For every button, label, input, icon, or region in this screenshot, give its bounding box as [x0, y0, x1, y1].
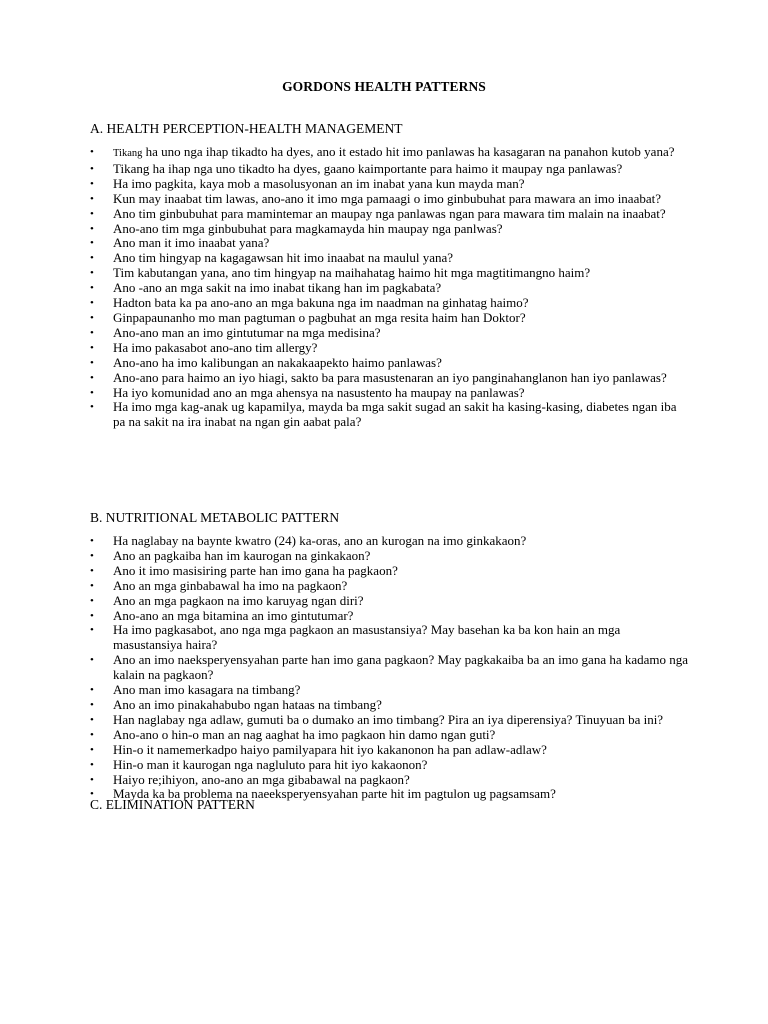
list-item: [90, 386, 690, 401]
list-item-text: ha uno nga ihap tikadto ha dyes, ano it estado hit imo panlawas ha kasagaran na panahon kutob yana?: [142, 144, 675, 159]
bullet-icon: •: [90, 594, 94, 607]
bullet-icon: •: [90, 326, 94, 339]
list-item-text: Ano tim hingyap na kagagawsan hit imo inaabat na maulul yana?: [113, 250, 454, 266]
bullet-icon: •: [90, 579, 94, 592]
list-item: [90, 222, 690, 237]
bullet-icon: •: [90, 371, 94, 384]
list-item: [90, 743, 690, 758]
list-item: [90, 192, 690, 207]
bullet-icon: •: [90, 356, 94, 369]
list-item-text: Ha iyo komunidad ano an mga ahensya na nasustento ha maupay na panlawas?: [113, 384, 525, 400]
list-item: [90, 371, 690, 386]
bullet-icon: •: [90, 386, 94, 399]
list-item-text: Hin-o man it kaurogan nga nagluluto para hit iyo kakaonon?: [113, 756, 428, 772]
bullet-icon: •: [90, 654, 94, 667]
list-item-text: Ano man imo kasagara na timbang?: [113, 682, 301, 698]
question-list-nutritional-metabolic: [90, 534, 690, 802]
list-item-text: Tim kabutangan yana, ano tim hingyap na maihahatag haimo hit mga magtitimangno haim?: [113, 265, 591, 281]
list-item: [90, 251, 690, 266]
list-item-text: Ano-ano o hin-o man an nag aaghat ha imo pagkaon hin damo ngan guti?: [113, 726, 496, 742]
list-item: [90, 609, 690, 624]
list-item: [90, 549, 690, 564]
list-item: [90, 207, 690, 222]
list-item-text: Han naglabay nga adlaw, gumuti ba o dumako an imo timbang? Pira an iya diperensiya? Tinuyuan ba ini?: [113, 711, 664, 727]
list-item-text: Ginpapaunanho mo man pagtuman o pagbuhat an mga resita haim han Doktor?: [113, 309, 526, 325]
bullet-icon: •: [90, 237, 94, 250]
list-item-text: Ano -ano an mga sakit na imo inabat tikang han im pagkabata?: [113, 280, 442, 296]
bullet-icon: •: [90, 297, 94, 310]
bullet-icon: •: [90, 624, 94, 637]
list-item: [90, 534, 690, 549]
bullet-icon: •: [90, 758, 94, 771]
question-list-health-perception: [90, 145, 690, 430]
list-item-text: Ano it imo masisiring parte han imo gana ha pagkaon?: [113, 562, 398, 578]
list-item: [90, 400, 690, 430]
list-item-text: Ano man it imo inaabat yana?: [113, 235, 270, 251]
list-item-text: Ano-ano ha imo kalibungan an nakakaapekto haimo panlawas?: [113, 354, 442, 370]
list-item: [90, 236, 690, 251]
list-item: [90, 311, 690, 326]
list-item: [90, 653, 690, 683]
section-heading-health-perception: A. HEALTH PERCEPTION-HEALTH MANAGEMENT: [90, 121, 403, 136]
document-title: GORDONS HEALTH PATTERNS: [282, 79, 486, 94]
bullet-icon: •: [90, 788, 94, 801]
bullet-icon: •: [90, 192, 94, 205]
bullet-icon: •: [90, 282, 94, 295]
list-item: [90, 773, 690, 788]
bullet-icon: •: [90, 549, 94, 562]
list-item-text: Ano an imo naeksperyensyahan parte han imo gana pagkaon? May pagkakaiba ba an imo gana ha kadamo nga kalain na pagkaon?: [113, 652, 689, 683]
bullet-icon: •: [90, 341, 94, 354]
bullet-icon: •: [90, 713, 94, 726]
list-item: [90, 579, 690, 594]
bullet-icon: •: [90, 698, 94, 711]
list-item: [90, 266, 690, 281]
list-item-text: Kun may inaabat tim lawas, ano-ano it imo mga pamaagi o imo ginbubuhat para mawara an imo inaabat?: [113, 190, 661, 206]
bullet-icon: •: [90, 535, 94, 547]
list-item: [90, 356, 690, 371]
bullet-icon: •: [90, 162, 94, 175]
list-item-text: Ano-ano tim mga ginbubuhat para magkamayda hin maupay nga panlwas?: [113, 220, 503, 236]
list-item: [90, 698, 690, 713]
list-item-text: Ano-ano man an imo gintutumar na mga medisina?: [113, 324, 381, 340]
bullet-icon: •: [90, 222, 94, 235]
bullet-icon: •: [90, 267, 94, 280]
list-item-text: Ano-ano an mga bitamina an imo gintutumar?: [113, 607, 354, 623]
list-item: [90, 564, 690, 579]
list-item-text: Ano an imo pinakahabubo ngan hataas na timbang?: [113, 696, 382, 712]
list-item-text: Ha naglabay na baynte kwatro (24) ka-oras, ano an kurogan na imo ginkakaon?: [113, 533, 527, 548]
list-item: [90, 177, 690, 192]
section-heading-nutritional-metabolic: B. NUTRITIONAL METABOLIC PATTERN: [90, 510, 340, 525]
bullet-icon: •: [90, 728, 94, 741]
list-item-text: Ha imo pakasabot ano-ano tim allergy?: [113, 339, 318, 355]
list-item: [90, 145, 690, 162]
list-item: [90, 758, 690, 773]
list-item-text: Ano tim ginbubuhat para mamintemar an maupay nga panlawas ngan para mawara tim malain na inaabat?: [113, 205, 666, 221]
list-item: [90, 713, 690, 728]
list-item-text: Ano an pagkaiba han im kaurogan na ginkakaon?: [113, 547, 371, 563]
list-item-text: Hin-o it namemerkadpo haiyo pamilyapara hit iyo kakanonon ha pan adlaw-adlaw?: [113, 741, 547, 757]
bullet-icon: •: [90, 207, 94, 220]
bullet-icon: •: [90, 401, 94, 414]
bullet-icon: •: [90, 252, 94, 265]
list-item-text: Ano an mga ginbabawal ha imo na pagkaon?: [113, 577, 348, 593]
list-item-text: Tikang ha ihap nga uno tikadto ha dyes, gaano kaimportante para haimo it maupay nga panlawas?: [113, 160, 623, 176]
list-item: [90, 594, 690, 609]
bullet-icon: •: [90, 177, 94, 190]
bullet-icon: •: [90, 311, 94, 324]
list-item-text: Haiyo re;ihiyon, ano-ano an mga gibabawal na pagkaon?: [113, 771, 410, 787]
bullet-icon: •: [90, 773, 94, 786]
list-item: [90, 341, 690, 356]
list-item: [90, 683, 690, 698]
bullet-icon: •: [90, 684, 94, 697]
lead-word: Tikang: [113, 148, 143, 159]
list-item-text: Hadton bata ka pa ano-ano an mga bakuna nga im naadman na ginhatag haimo?: [113, 295, 529, 311]
bullet-icon: •: [90, 743, 94, 756]
bullet-icon: •: [90, 564, 94, 577]
list-item: [90, 296, 690, 311]
list-item: [90, 623, 690, 653]
list-item-text: Ano an mga pagkaon na imo karuyag ngan diri?: [113, 592, 364, 608]
list-item-text: Ano-ano para haimo an iyo hiagi, sakto ba para masustenaran an iyo panginahanglanon han iyo panlawas?: [113, 369, 667, 385]
list-item-text: Ha imo pagkasabot, ano nga mga pagkaon an masustansiya? May basehan ka ba kon hain an mga masustansiya haira?: [113, 622, 621, 653]
list-item: [90, 281, 690, 296]
list-item: [90, 728, 690, 743]
list-item-text: Mayda ka ba problema na naeeksperyensyahan parte hit im pagtulon ug pagsamsam?: [113, 786, 556, 802]
list-item-text: Ha imo mga kag-anak ug kapamilya, mayda ba mga sakit sugad an sakit ha kasing-kasing, diabetes ngan iba pa na sakit na ira inabat na ngan gin aabat pala?: [113, 399, 677, 430]
bullet-icon: •: [90, 609, 94, 622]
list-item: [90, 326, 690, 341]
list-item-text: Ha imo pagkita, kaya mob a masolusyonan an im inabat yana kun mayda man?: [113, 175, 525, 191]
section-heading-elimination: C. ELIMINATION PATTERN: [90, 797, 255, 812]
bullet-icon: •: [90, 146, 94, 158]
list-item: [90, 162, 690, 177]
